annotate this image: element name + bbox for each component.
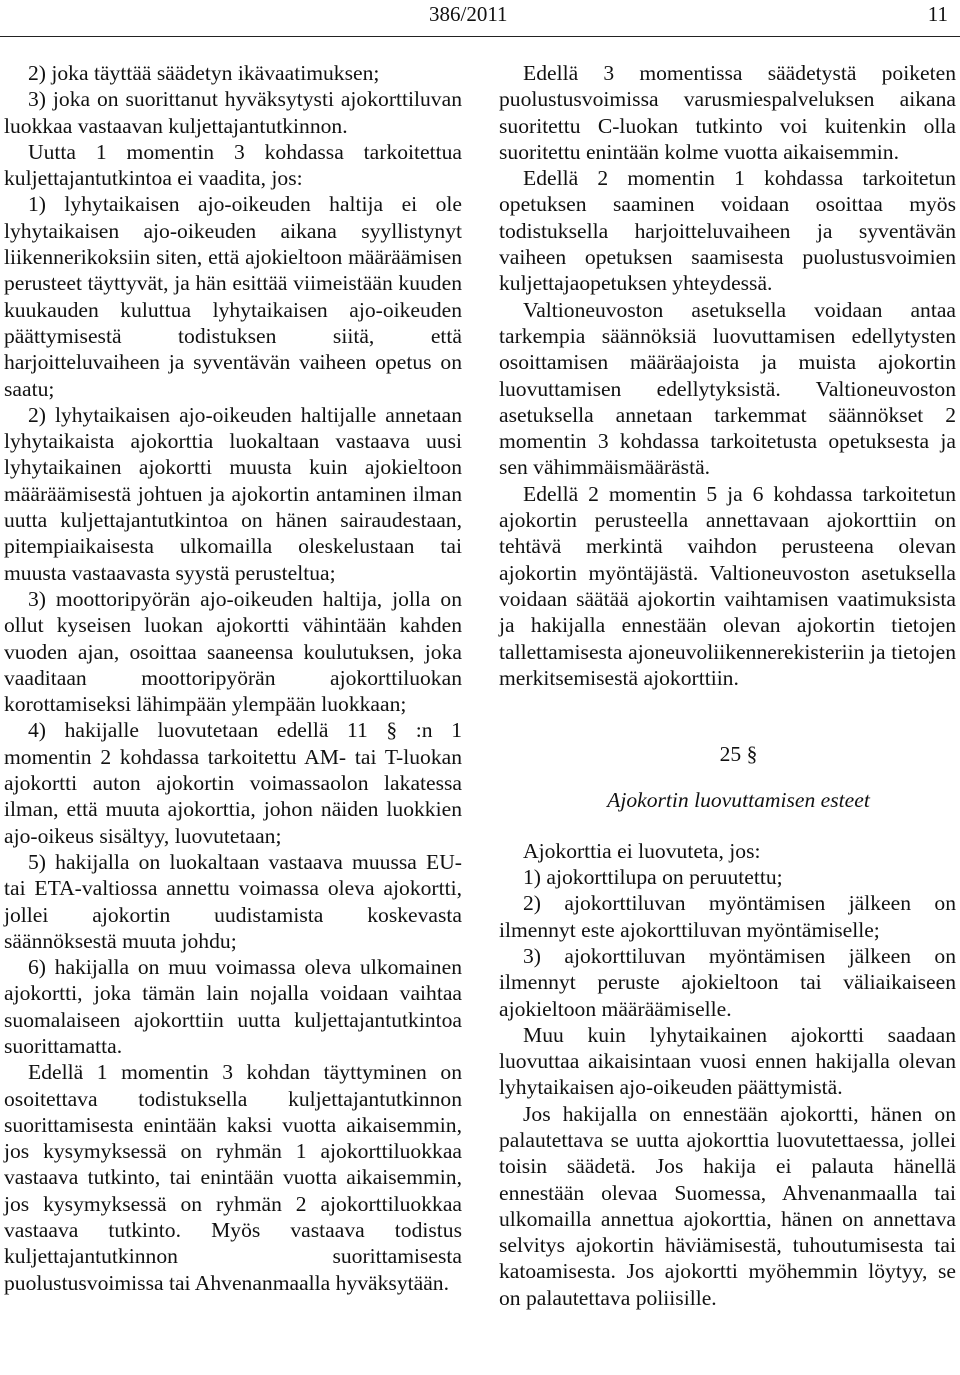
paragraph: Edellä 1 momentin 3 kohdan täyttyminen on osoitettava todistuksella kuljettajantutkinnon suorittamisesta enintään kaksi vuotta aikaisemmin, jos kysymyksessä on ryhmän 1 ajokorttiluokkaa vastaava tutkinto, tai enintään vuotta aikaisemmin, jos kysymyksessä on ryhmän 2 ajokorttiluokkaa vastaava tutkinto. Myös vastaava todistus kuljettajantutkinnon suorittamisesta puolustusvoimissa tai Ahvenanmaalla hyväksytään.	[4, 1060, 462, 1295]
paragraph: Edellä 2 momentin 5 ja 6 kohdassa tarkoitetun ajokortin perusteella annettavaan ajokorttiin on tehtävä merkintä vaihdon perusteena olevan ajokortin myöntäjästä. Valtioneuvoston asetuksella voidaan säätää ajokortin vaihtamisen vaatimuksista ja hakijalla ennestään olevan ajokortin tietojen tallettamisesta ajoneuvoliikennerekisteriin ja tietojen merkitsemisestä ajokorttiin.	[499, 481, 956, 690]
left-column	[4, 60, 462, 1296]
right-column-bottom	[499, 838, 956, 1311]
paragraph: Valtioneuvoston asetuksella voidaan antaa tarkempia säännöksiä luovuttamisen edellytysten osoittamisen määräajoista ja muista ajokortin luovuttamisen edellytyksistä. Valtioneuvoston asetuksella annetaan tarkemmat säännökset 2 momentin 3 kohdassa tarkoitetusta opetuksesta ja sen vähimmäismäärästä.	[499, 297, 956, 480]
page-header	[0, 0, 960, 36]
section-number: 25 §	[719, 742, 758, 767]
paragraph: 6) hakijalla on muu voimassa oleva ulkomainen ajokortti, joka tämän lain nojalla voidaan vaihtaa suomalaiseen ajokorttiin uutta kuljettajantutkintoa suorittamatta.	[4, 955, 462, 1058]
header-rule	[0, 36, 960, 37]
paragraph: 3) joka on suorittanut hyväksytysti ajokorttiluvan luokkaa vastaavan kuljettajantutkinnon.	[4, 87, 462, 138]
paragraph: 1) lyhytaikaisen ajo-oikeuden haltija ei ole lyhytaikaisen ajo-oikeuden aikana syyllistynyt liikennerikoksiin siten, että ajokieltoon määräämisen perusteet täyttyvät, ja hän esittää viimeistään kuuden kuukauden kuluttua lyhytaikaisen ajo-oikeuden päättymisestä todistuksen siitä, että harjoitteluvaiheen ja syventävän vaiheen opetus on saatu;	[4, 192, 462, 401]
paragraph: 2) joka täyttää säädetyn ikävaatimuksen;	[28, 61, 380, 85]
paragraph: 1) ajokorttilupa on peruutettu;	[523, 865, 783, 890]
paragraph: 2) lyhytaikaisen ajo-oikeuden haltijalle annetaan lyhytaikaista ajokorttia luokaltaan vastaava uusi lyhytaikainen ajokortti muusta kuin ajokieltoon määräämisestä johtuen ja ajokortin antaminen ilman uutta kuljettajantutkintoa on hänen sairaudestaan, pitempiaikaisesta ulkomailla oleskelustaan tai muusta vastaavasta syystä perusteltua;	[4, 402, 462, 585]
paragraph: Ajokorttia ei luovuteta, jos:	[523, 838, 761, 863]
paragraph: Muu kuin lyhytaikainen ajokortti saadaan luovuttaa aikaisintaan vuosi ennen hakijalla olevan lyhytaikaisen ajo-oikeuden päättymistä.	[499, 1022, 956, 1100]
paragraph: 3) moottoripyörän ajo-oikeuden haltija, jolla on ollut kyseisen luokan ajokortti vähintään kahden vuoden ajan, osoittaa saaneensa koulutuksen, joka vaaditaan moottoripyörän ajokorttiluokan korottamiseksi lähimpään ylempään luokkaan;	[4, 586, 462, 717]
paragraph: Edellä 2 momentin 1 kohdassa tarkoitetun opetuksen saaminen voidaan osoittaa myös todistuksella harjoitteluvaiheen ja syventävän vaiheen opetuksen saamisesta puolustusvoimien kuljettajaopetuksen yhteydessä.	[499, 166, 956, 296]
section-title: Ajokortin luovuttamisen esteet	[607, 788, 870, 813]
paragraph: Jos hakijalla on ennestään ajokortti, hänen on palautettava se uutta ajokorttia luovutettaessa, jollei toisin säädetä. Jos hakija ei palauta hänellä ennestään olevaa Suomessa, Ahvenanmaalla tai ulkomailla annettua ajokorttia, hänen on annettava selvitys ajokortin häviämisestä, tuhoutumisesta tai katoamisesta. Jos ajokortti myöhemmin löytyy, se on palautettava poliisille.	[499, 1101, 956, 1310]
right-column	[499, 60, 956, 1311]
paragraph: 5) hakijalla on luokaltaan vastaava muussa EU- tai ETA-valtiossa annettu voimassa oleva ajokortti, jollei ajokortin uudistamista koskevasta säännöksestä muuta johdu;	[4, 849, 462, 953]
paragraph: Edellä 3 momentissa säädetystä poiketen puolustusvoimissa varusmiespalveluksen aikana suoritettu C-luokan tutkinto voi kuitenkin olla suoritettu enintään kolme vuotta aikaisemmin.	[499, 61, 956, 164]
right-column-top	[499, 60, 956, 691]
page-number: 11	[927, 2, 948, 26]
paragraph: 3) ajokorttiluvan myöntämisen jälkeen on ilmennyt peruste ajokieltoon tai väliaikaiseen ajokieltoon määräämiselle.	[499, 943, 956, 1021]
paragraph: Uutta 1 momentin 3 kohdassa tarkoitettua kuljettajantutkintoa ei vaadita, jos:	[4, 139, 462, 191]
paragraph: 2) ajokorttiluvan myöntämisen jälkeen on ilmennyt este ajokorttiluvan myöntämiselle;	[499, 891, 956, 942]
document-number: 386/2011	[429, 2, 508, 26]
paragraph: 4) hakijalle luovutetaan edellä 11 § :n 1 momentin 2 kohdassa tarkoitettu AM- tai T-luokan ajokortti auton ajokortin voimassaolon lakatessa ilman, että muuta ajokorttia, johon näiden luokkien ajo-oikeus sisältyy, luovutetaan;	[4, 718, 462, 848]
